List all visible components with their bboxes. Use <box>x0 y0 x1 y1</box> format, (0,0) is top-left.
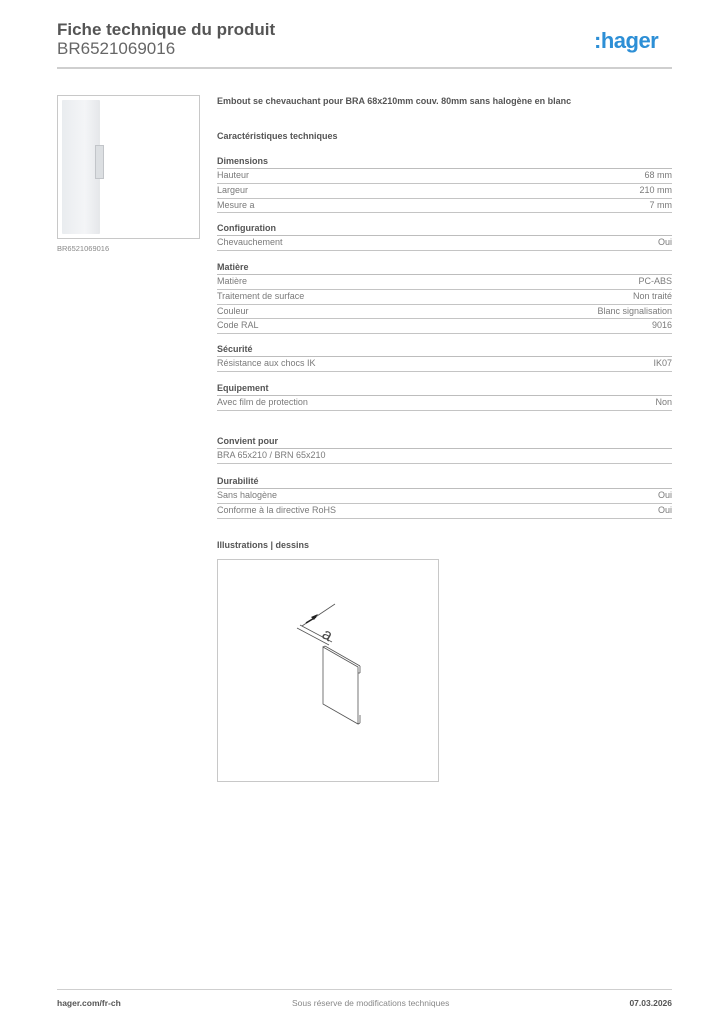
spec-row <box>217 489 672 504</box>
spec-label: Résistance aux chocs IK <box>217 358 316 368</box>
spec-row <box>217 449 672 464</box>
footer-disclaimer: Sous réserve de modifications techniques <box>292 998 450 1008</box>
spec-label: Matière <box>217 276 248 286</box>
section-title: Durabilité <box>217 475 672 489</box>
section-title: Matière <box>217 261 672 275</box>
section-title: Convient pour <box>217 435 672 449</box>
spec-value: IK07 <box>653 358 672 368</box>
spec-row <box>217 184 672 199</box>
footer-divider <box>57 989 672 990</box>
spec-label: BRA 65x210 / BRN 65x210 <box>217 450 326 460</box>
spec-value: Oui <box>657 237 672 247</box>
spec-label: Conforme à la directive RoHS <box>217 504 337 515</box>
section-title: Dimensions <box>217 155 672 169</box>
spec-row <box>217 169 672 184</box>
spec-value: Oui <box>657 504 672 515</box>
header-divider <box>57 67 672 69</box>
section-title: Configuration <box>217 222 672 236</box>
spec-value: Non <box>655 397 672 407</box>
spec-value: 210 mm <box>639 184 672 195</box>
spec-label: Hauteur <box>217 170 250 180</box>
spec-label: Couleur <box>217 305 249 316</box>
section-security <box>217 343 672 372</box>
section-configuration <box>217 222 672 251</box>
tech-characteristics-heading: Caractéristiques techniques <box>217 131 338 141</box>
product-reference: BR6521069016 <box>57 39 176 58</box>
hager-logo: :hager <box>594 28 659 53</box>
spec-row <box>217 357 672 372</box>
spec-value: 7 mm <box>649 199 672 210</box>
section-equipment <box>217 382 672 411</box>
section-title: Sécurité <box>217 343 672 357</box>
spec-label: Largeur <box>217 184 249 195</box>
spec-label: Traitement de surface <box>217 290 305 301</box>
spec-value: Blanc signalisation <box>597 305 672 316</box>
product-image <box>57 95 200 239</box>
spec-label: Avec film de protection <box>217 397 308 407</box>
document-title: Fiche technique du produit <box>57 20 276 39</box>
spec-label: Sans halogène <box>217 490 278 500</box>
spec-value: Non traité <box>632 290 672 301</box>
spec-row <box>217 504 672 519</box>
spec-label: Chevauchement <box>217 237 283 247</box>
section-durability <box>217 475 672 519</box>
product-image-caption: BR6521069016 <box>57 244 110 253</box>
product-description: Embout se chevauchant pour BRA 68x210mm couv. 80mm sans halogène en blanc <box>217 96 572 106</box>
spec-label: Code RAL <box>217 320 259 331</box>
spec-row <box>217 199 672 214</box>
spec-row <box>217 319 672 334</box>
footer-website-link[interactable]: hager.com/fr-ch <box>57 998 121 1008</box>
spec-value: 9016 <box>651 320 672 331</box>
spec-row <box>217 305 672 320</box>
section-suitable-for <box>217 435 672 464</box>
dimension-label: a <box>319 625 336 645</box>
section-material <box>217 261 672 334</box>
spec-row <box>217 290 672 305</box>
spec-value: Oui <box>657 490 672 500</box>
illustrations-heading: Illustrations | dessins <box>217 540 310 550</box>
footer-date: 07.03.2026 <box>629 998 672 1008</box>
spec-value: 68 mm <box>644 170 672 180</box>
spec-row <box>217 396 672 411</box>
spec-row <box>217 275 672 290</box>
end-cap-drawing-icon <box>218 560 438 781</box>
spec-label: Mesure a <box>217 199 255 210</box>
section-title: Equipement <box>217 382 672 396</box>
section-dimensions <box>217 155 672 213</box>
end-cap-clip <box>95 145 104 179</box>
technical-drawing <box>217 559 439 782</box>
spec-row <box>217 236 672 251</box>
spec-value: PC-ABS <box>638 276 672 286</box>
